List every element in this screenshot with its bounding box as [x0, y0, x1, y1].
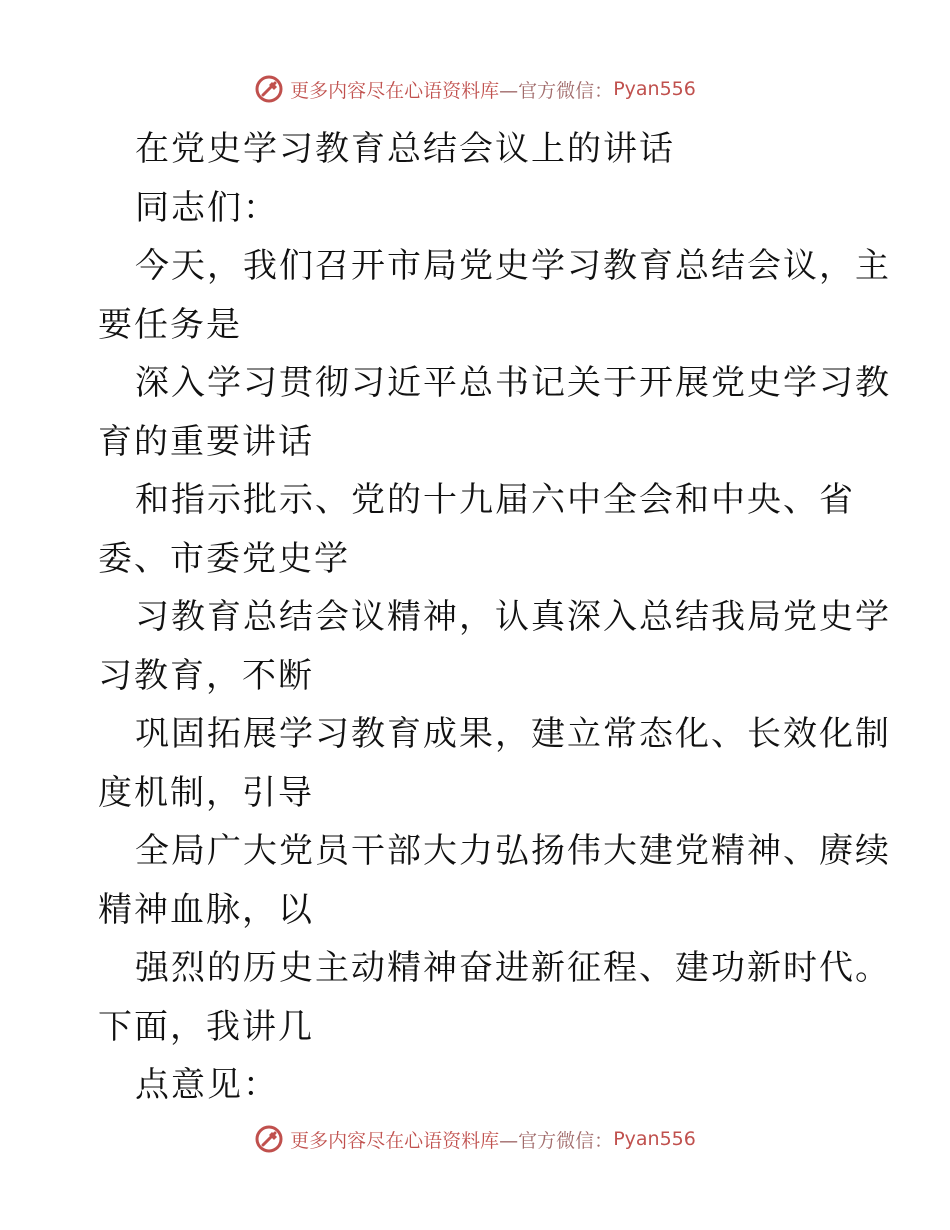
document-body — [98, 120, 891, 1115]
text-line: 点意见： — [135, 1065, 279, 1105]
text-line: 今天，我们召开市局党史学习教育总结会议，主 — [135, 246, 891, 286]
text-line: 强烈的历史主动精神奋进新征程、建功新时代。 — [135, 948, 891, 988]
text-line: 度机制，引导 — [98, 772, 314, 813]
text-line: 习教育总结会议精神，认真深入总结我局党史学 — [135, 597, 891, 637]
brand-logo-icon — [254, 1124, 284, 1154]
document-title: 在党史学习教育总结会议上的讲话 — [135, 129, 675, 169]
text-line: 习教育，不断 — [98, 655, 314, 696]
text-line: 全局广大党员干部大力弘扬伟大建党精神、赓续 — [135, 831, 891, 871]
header-watermark — [0, 74, 950, 104]
watermark-wechat-id: Pyan556 — [613, 1128, 696, 1150]
text-line: 育的重要讲话 — [98, 421, 314, 462]
footer-watermark — [0, 1124, 950, 1154]
text-line: 和指示批示、党的十九届六中全会和中央、省 — [135, 480, 855, 520]
text-line: 精神血脉，以 — [98, 889, 314, 930]
watermark-library-text: 更多内容尽在心语资料库 — [290, 79, 500, 102]
brand-logo-icon — [254, 74, 284, 104]
watermark-wechat-id: Pyan556 — [613, 78, 696, 100]
text-line: 巩固拓展学习教育成果，建立常态化、长效化制 — [135, 714, 891, 754]
watermark-library-text: 更多内容尽在心语资料库 — [290, 1129, 500, 1152]
text-line: 委、市委党史学 — [98, 538, 350, 579]
text-line: 要任务是 — [98, 304, 242, 345]
text-line: 深入学习贯彻习近平总书记关于开展党史学习教 — [135, 363, 891, 403]
watermark-wechat-label: —官方微信： — [499, 79, 614, 102]
text-line: 下面，我讲几 — [98, 1006, 314, 1047]
text-line: 同志们： — [135, 187, 279, 228]
watermark-wechat-label: —官方微信： — [499, 1129, 614, 1152]
